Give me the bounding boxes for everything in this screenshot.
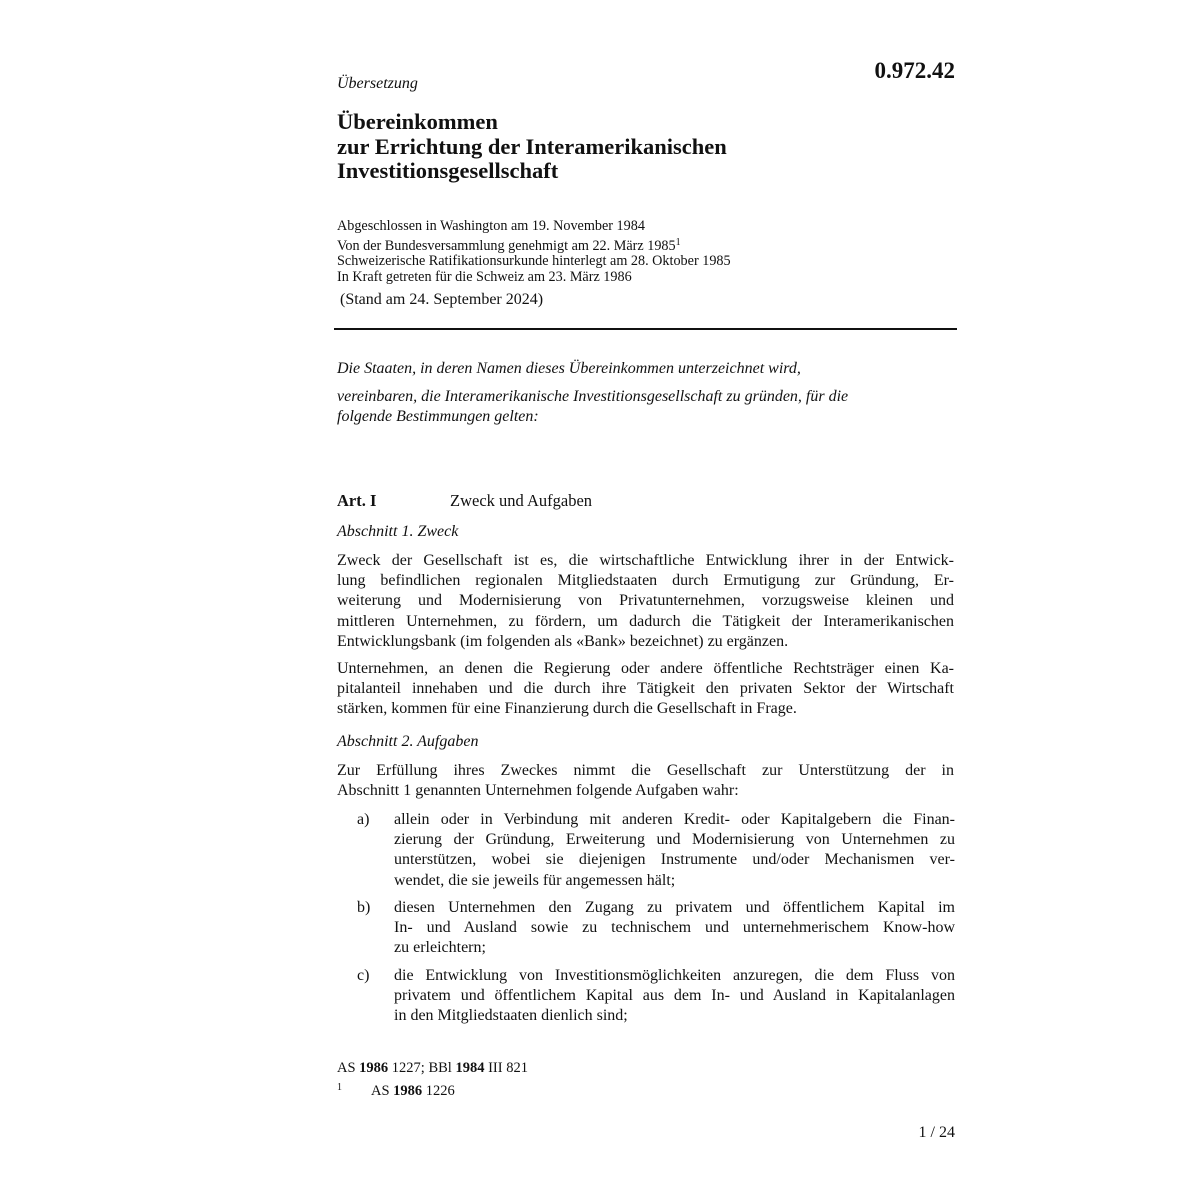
footnote-page: 1226 [425,1083,455,1099]
footnote-number: 1 [337,1082,342,1093]
preamble [337,359,937,427]
paragraph-line: Zur Erfüllung ihres Zweckes nimmt die Gesellschaft zur Unterstützung der in [337,762,954,779]
title-line-2: zur Errichtung der Interamerikanischen [337,133,727,159]
article-title: Zweck und Aufgaben [450,491,593,510]
footnotes [337,1058,528,1101]
source-reference [337,1058,528,1078]
paragraph-line: Abschnitt 1 genannten Unternehmen folgende Aufgaben wahr: [337,782,739,800]
list-line: privatem und öffentlichem Kapital aus dem In- und Ausland in Kapitalanlagen [394,987,955,1005]
header-divider [334,328,957,330]
list-line: wendet, die sie jeweils für angemessen hält; [394,871,676,889]
list-line: unterstützen, wobei sie diejenigen Instrumente und/oder Mechanismen ver- [394,851,955,869]
list-line: die Entwicklung von Investitionsmöglichkeiten anzuregen, die dem Fluss von [394,967,955,984]
list-line: In- und Ausland sowie zu technischem und unternehmerischem Know-how [394,919,955,937]
title-line-3: Investitionsgesellschaft [337,158,559,183]
status-date: (Stand am 24. September 2024) [340,291,544,308]
title-line-1: Übereinkommen [337,109,498,134]
list-marker: a) [357,811,370,828]
section-1-paragraph-2 [337,659,954,720]
meta-in-force: In Kraft getreten für die Schweiz am 23. März 1986 [337,268,632,285]
meta-ratification: Schweizerische Ratifikationsurkunde hinterlegt am 28. Oktober 1985 [337,253,731,270]
page-number: 1 / 24 [918,1124,955,1141]
source-suffix: III 821 [488,1060,528,1076]
paragraph-line: Zweck der Gesellschaft ist es, die wirtschaftliche Entwicklung ihrer in der Entwick- [337,552,954,569]
paragraph-line: Unternehmen, an denen die Regierung oder andere öffentliche Rechtsträger einen Ka- [337,660,954,677]
preamble-line-1: Die Staaten, in deren Namen dieses Übereinkommen unterzeichnet wird, [337,360,801,377]
section-2-intro [337,761,954,801]
list-marker: b) [357,899,371,916]
section-1-paragraph-1 [337,551,954,652]
paragraph-line: weiterung und Modernisierung von Privatunternehmen, vorzugsweise kleinen und [337,592,954,610]
list-line: diesen Unternehmen den Zugang zu privatem und öffentlichem Kapital im [394,899,955,916]
source-year-2: 1984 [455,1060,485,1076]
section-1-heading: Abschnitt 1. Zweck [337,523,459,540]
preamble-line-3: folgende Bestimmungen gelten: [337,408,539,425]
list-item-text [394,810,955,891]
preamble-line-2: vereinbaren, die Interamerikanische Investitionsgesellschaft zu gründen, für die [337,388,849,405]
meta-concluded: Abgeschlossen in Washington am 19. November 1984 [337,218,645,234]
paragraph-line: lung befindlichen regionalen Mitgliedstaaten durch Ermutigung zur Gründung, Er- [337,572,954,590]
document-title [337,110,897,184]
footnote-ref-1[interactable]: 1 [675,236,681,248]
source-prefix: AS [337,1060,356,1076]
footnote-year: 1986 [393,1083,423,1099]
list-line: zu erleichtern; [394,939,486,957]
list-line: allein oder in Verbindung mit anderen Kredit- oder Kapitalgebern die Finan- [394,811,955,828]
list-item-text [394,898,955,959]
meta-approved: Von der Bundesversammlung genehmigt am 22. März 1985 [337,237,676,254]
list-line: zierung der Gründung, Erweiterung und Modernisierung von Unternehmen zu [394,831,955,849]
list-marker: c) [357,967,370,984]
paragraph-line: mittleren Unternehmen, zu fördern, um dadurch die Tätigkeit der Interamerikanischen [337,612,954,630]
source-year-1: 1986 [359,1060,389,1076]
paragraph-line: Entwicklungsbank (im folgenden als «Bank» bezeichnet) zu ergänzen. [337,632,789,650]
article-label: Art. I [337,491,377,510]
list-item-text [394,966,955,1027]
footnote-1 [337,1078,528,1101]
document-meta [337,219,937,285]
document-number: 0.972.42 [874,58,955,83]
paragraph-line: stärken, kommen für eine Finanzierung durch die Gesellschaft in Frage. [337,700,797,718]
translation-label: Übersetzung [337,75,418,92]
paragraph-line: pitalanteil innehaben und die durch ihre Tätigkeit den privaten Sektor der Wirtschaft [337,680,954,698]
meta-approved-line [337,235,937,255]
list-line: in den Mitgliedstaaten dienlich sind; [394,1007,628,1025]
source-mid: 1227; BBl [391,1060,452,1076]
footnote-prefix: AS [371,1083,390,1099]
section-2-heading: Abschnitt 2. Aufgaben [337,733,479,750]
